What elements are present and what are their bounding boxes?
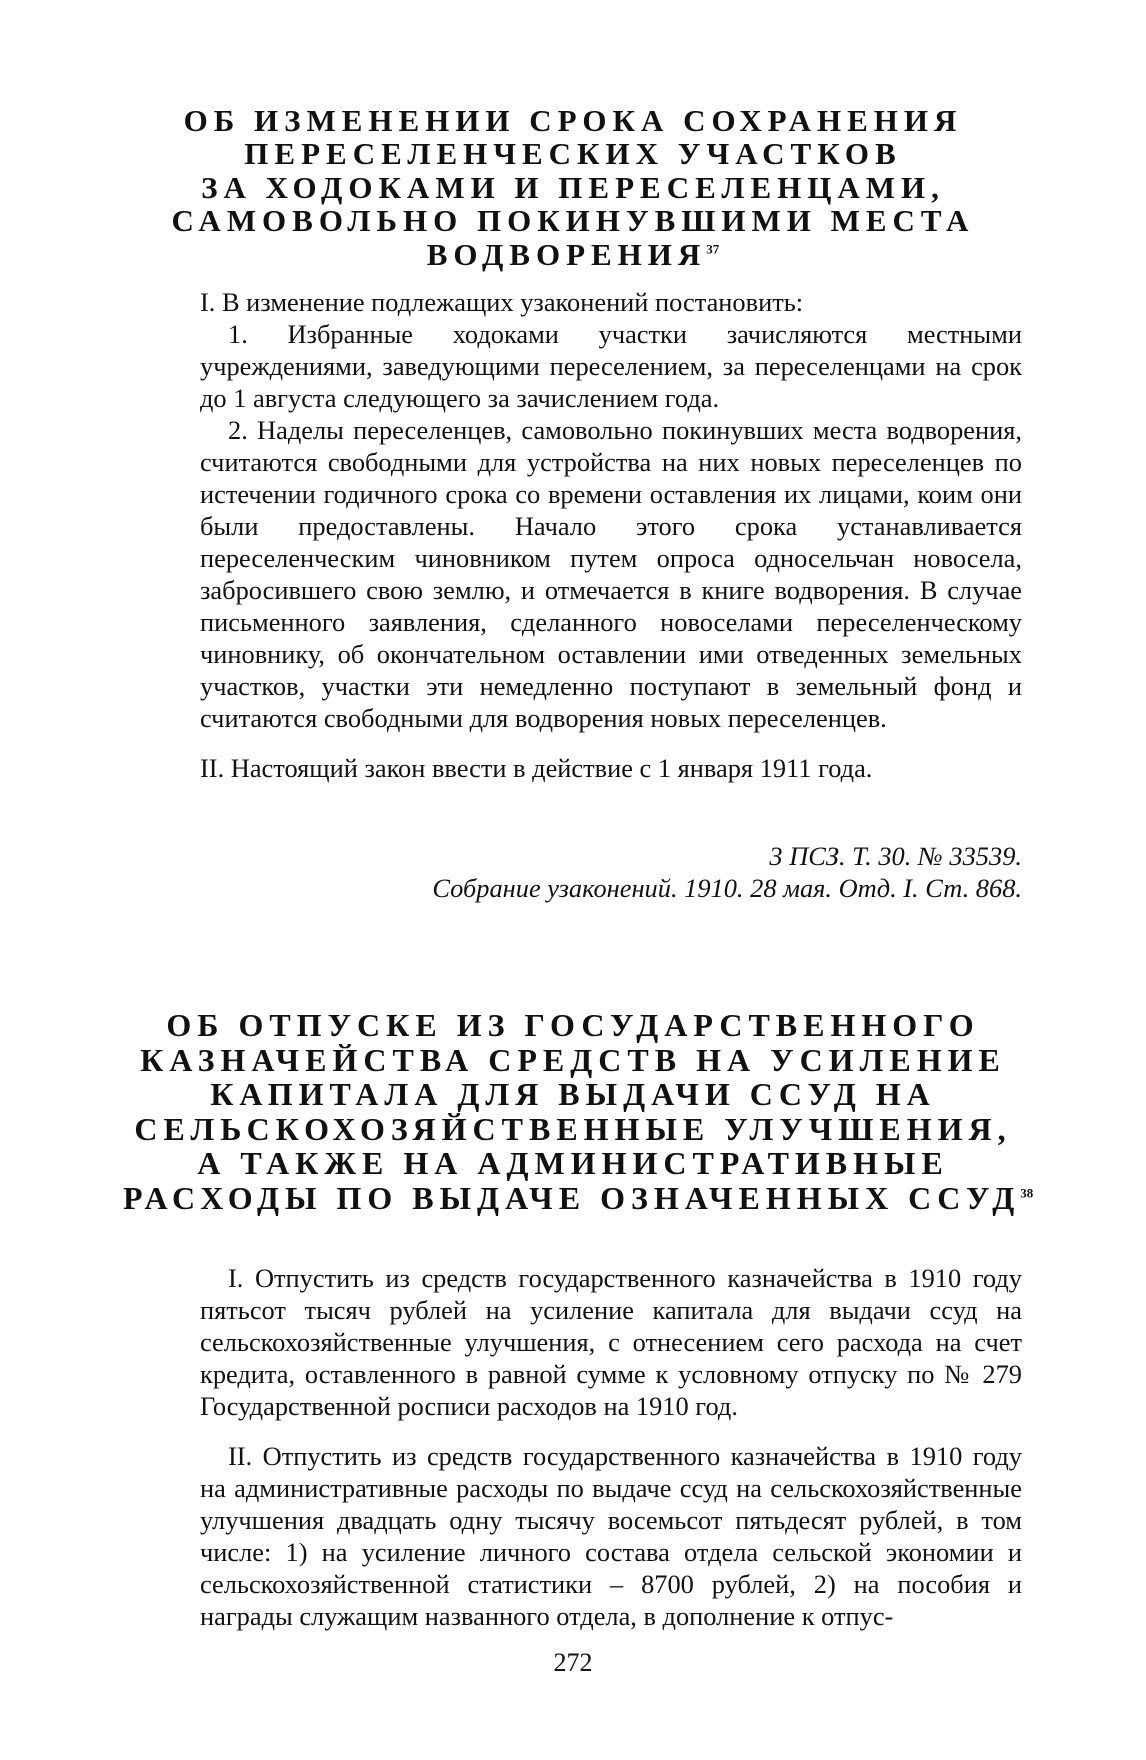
section2-part-ii: II. Отпустить из средств государственного казначейства в 1910 году на административные расходы по выдаче ссуд на сельскохозяйственные улучшения двадцать одну тысячу восемьсот пятьдесят рублей, в том числе: 1) на усиление личного состава отдела сельской экономии и сельскохозяйственной статистики – 8700 рублей, 2) на пособия и награды служащим названного отдела, в дополнение к отпус- [200,1441,1022,1631]
section1-title-line: ПЕРЕСЕЛЕНЧЕСКИХ УЧАСТКОВ [244,136,902,172]
section2-title-line: КАПИТАЛА ДЛЯ ВЫДАЧИ ССУД НА [210,1076,936,1113]
section1-part-ii: II. Настоящий закон ввести в действие с 1 января 1911 года. [200,753,873,783]
section1-part-i: I. В изменение подлежащих узаконений постановить: [200,287,804,317]
section1-title-last-line [133,238,1013,271]
page-number: 272 [553,1648,593,1677]
section1-title-line: ВОДВОРЕНИЯ [426,236,707,272]
footnote-ref-37: 37 [706,241,720,257]
section1-body [200,286,1022,784]
section2-body [200,1262,1022,1632]
section2-part-i: I. Отпустить из средств государственного казначейства в 1910 году пятьсот тысяч рублей на усиление капитала для выдачи ссуд на сельскохозяйственные улучшения, с отнесением сего расхода на счет кредита, оставленного в равной сумме к условному отпуску по № 279 Государственной росписи расходов на 1910 год. [200,1263,1022,1421]
section2-heading-block [0,1008,1146,1215]
section2-title-line: РАСХОДЫ ПО ВЫДАЧЕ ОЗНАЧЕННЫХ ССУД [123,1179,1021,1216]
section1-heading-block [0,104,1146,271]
section2-title-line: ОБ ОТПУСКЕ ИЗ ГОСУДАРСТВЕННОГО [166,1007,980,1043]
section1-citation [200,840,1022,904]
citation-psz: 3 ПСЗ. Т. 30. № 33539. [769,841,1022,871]
citation-sobranie: Собрание узаконений. 1910. 28 мая. Отд. I. Ст. 868. [432,873,1022,903]
section1-title-line: ЗА ХОДОКАМИ И ПЕРЕСЕЛЕНЦАМИ, [201,169,945,205]
section2-title-last-line [123,1179,1034,1216]
section2-title-line: СЕЛЬСКОХОЗЯЙСТВЕННЫЕ УЛУЧШЕНИЯ, [134,1110,1012,1147]
section1-item-1: 1. Избранные ходоками участки зачисляются местными учреждениями, заведующими переселением, за переселенцами на срок до 1 августа следующего за зачислением года. [200,319,1022,413]
section1-title-line: ОБ ИЗМЕНЕНИИ СРОКА СОХРАНЕНИЯ [183,103,963,138]
section2-title-line: А ТАКЖЕ НА АДМИНИСТРАТИВНЫЕ [197,1145,949,1182]
section2-title-line: КАЗНАЧЕЙСТВА СРЕДСТВ НА УСИЛЕНИЕ [140,1041,1006,1078]
section1-item-2: 2. Наделы переселенцев, самовольно покинувших места водворения, считаются свободными для устройства на них новых переселенцев по истечении годичного срока со времени оставления их лицами, коим они были предоставлены. Начало этого срока устанавливается переселенческим чиновником путем опроса односельчан новосела, забросившего свою землю, и отмечается в книге водворения. В случае письменного заявления, сделанного новоселами переселенческому чиновнику, об окончательном оставлении ими отведенных земельных участков, участки эти немедленно поступают в земельный фонд и считаются свободными для водворения новых переселенцев. [200,415,1022,733]
section2-title [123,1007,1034,1216]
section1-title-line: САМОВОЛЬНО ПОКИНУВШИМИ МЕСТА [171,203,975,239]
section1-title [133,104,1013,271]
footnote-ref-38: 38 [1020,1185,1034,1201]
